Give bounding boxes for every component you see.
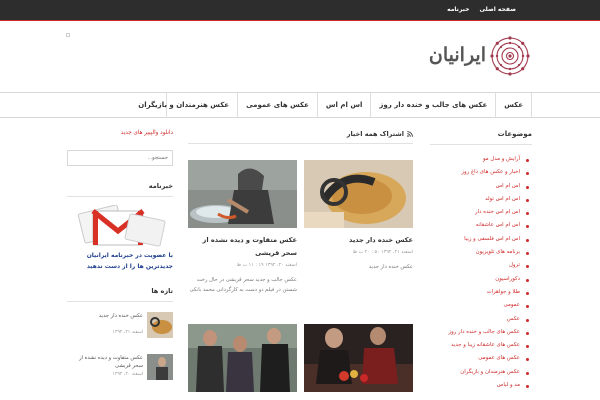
bullet-icon — [526, 279, 529, 282]
post-excerpt: عکس جالب و جدید سحر قریشی در حال رخت شستن در فیلم دو دست به کارگردانی محمد بانکی — [189, 277, 297, 293]
post-title[interactable]: عکس خنده دار جدید — [349, 236, 413, 244]
top-link-newsletter[interactable]: خبرنامه — [447, 6, 470, 13]
nav-item-photo[interactable]: عکس — [495, 93, 531, 118]
nav-item-artists-photos[interactable]: عکس هنرمندان و بازیگران — [138, 101, 230, 109]
category-item[interactable] — [430, 286, 532, 299]
category-label: عمومی — [503, 302, 520, 309]
post-excerpt: عکس خنده دار جدید — [368, 264, 413, 270]
bullet-icon — [526, 212, 529, 215]
newsletter-banner-line1: با عضویت در خبرنامه ایرانیان — [86, 252, 173, 259]
categories-list — [430, 153, 532, 392]
feed-title-wrap[interactable] — [347, 130, 413, 138]
category-item[interactable] — [430, 299, 532, 312]
recent-item-title: عکس خنده دار جدید — [98, 313, 143, 319]
bullet-icon — [526, 292, 529, 295]
site-logo[interactable] — [420, 36, 530, 76]
categories-title: موضوعات — [430, 130, 532, 145]
category-item[interactable] — [430, 153, 532, 166]
nav-item-funny-photos[interactable]: عکس های جالب و خنده دار روز — [370, 93, 495, 118]
category-label: عکس — [506, 315, 520, 322]
category-label: اخبار و عکس های داغ روز — [461, 169, 520, 176]
feed-title: اشتراک همه اخبار — [346, 130, 404, 138]
category-label: دکوراسیون — [495, 275, 520, 282]
recent-item[interactable] — [67, 312, 173, 344]
category-item[interactable] — [430, 339, 532, 352]
bullet-icon — [526, 239, 529, 242]
bullet-icon — [526, 358, 529, 361]
bullet-icon — [526, 265, 529, 268]
category-item[interactable] — [430, 366, 532, 379]
category-label: اس ام اس تولد — [485, 195, 520, 202]
category-label: عکس های عاشقانه زیبا و جدید — [451, 342, 520, 349]
recent-thumb — [147, 354, 173, 380]
category-label: عکس های جالب و خنده دار روز — [448, 328, 520, 335]
post-image[interactable] — [188, 324, 297, 392]
category-item[interactable] — [430, 180, 532, 193]
category-label: اس ام اس خنده دار — [475, 209, 520, 216]
main-nav — [0, 92, 600, 118]
recent-thumb — [147, 312, 173, 338]
nav-item-sms[interactable]: اس ام اس — [317, 93, 371, 118]
category-item[interactable] — [430, 246, 532, 259]
nav-item-general-photos[interactable]: عکس های عمومی — [237, 93, 317, 118]
rss-icon — [407, 131, 413, 137]
category-label: آرایش و مدل مو — [482, 156, 520, 162]
category-label: برنامه های تلویزیون — [475, 249, 520, 256]
top-bar — [0, 0, 600, 20]
newsletter-title: خبرنامه — [67, 182, 173, 197]
post-title[interactable]: عکس متفاوت و دیده نشده از سحر قریشی — [202, 236, 297, 257]
left-sidebar — [67, 130, 173, 386]
category-item[interactable] — [430, 259, 532, 272]
category-label: عکس های عمومی — [478, 355, 520, 362]
recent-item-date: اسفند ۲۱، ۱۳۹۲ — [112, 330, 143, 335]
main-nav-list — [138, 93, 532, 118]
post-card — [304, 324, 413, 392]
post-image-art — [188, 324, 297, 392]
category-label: اس ام اس عاشقانه — [475, 222, 520, 229]
bullet-icon — [526, 332, 529, 335]
post-image[interactable] — [304, 160, 413, 228]
category-item[interactable] — [430, 166, 532, 179]
categories-widget — [430, 130, 532, 392]
bullet-icon — [526, 372, 529, 375]
category-item[interactable] — [430, 326, 532, 339]
post-image[interactable] — [304, 324, 413, 392]
category-label: اس ام اس فلسفی و زیبا — [464, 235, 520, 242]
bullet-icon — [526, 225, 529, 228]
category-item[interactable] — [430, 193, 532, 206]
post-image-art — [188, 160, 297, 228]
post-card — [188, 324, 297, 392]
bullet-icon — [526, 172, 529, 175]
site-header — [0, 21, 600, 93]
recent-title: تازه ها — [67, 287, 173, 302]
recent-item[interactable] — [67, 354, 173, 386]
category-item[interactable] — [430, 273, 532, 286]
category-item[interactable] — [430, 379, 532, 392]
feed-header — [188, 130, 413, 144]
logo-text: ایرانیان — [428, 44, 486, 66]
category-label: مد و لباس — [496, 382, 520, 389]
bullet-icon — [526, 186, 529, 189]
recent-item-date: اسفند ۲۰، ۱۳۹۲ — [112, 372, 143, 377]
category-label: عکس هنرمندان و بازیگران — [460, 368, 520, 375]
bullet-icon — [526, 252, 529, 255]
post-date: اسفند ۲۱، ۱۳۹۲ ۵۰ : ۲۰ ب ظ — [352, 250, 413, 255]
category-label: اس ام اس — [495, 182, 520, 189]
bullet-icon — [526, 199, 529, 202]
post-image[interactable] — [188, 160, 297, 228]
category-item[interactable] — [430, 219, 532, 232]
bullet-icon — [526, 385, 529, 388]
post-card — [304, 160, 413, 272]
newsletter-banner[interactable] — [67, 205, 173, 273]
bullet-icon — [526, 345, 529, 348]
gmail-icon — [67, 205, 173, 251]
category-label: ترول — [509, 262, 520, 269]
post-image-art — [304, 324, 413, 392]
category-item[interactable] — [430, 206, 532, 219]
search-input[interactable] — [67, 150, 173, 166]
category-label: طلا و جواهرات — [486, 288, 520, 295]
ad-placeholder — [66, 33, 70, 37]
category-item[interactable] — [430, 352, 532, 365]
post-image-art — [304, 160, 413, 228]
newsletter-banner-line2: جدیدترین ها را از دست ندهید — [86, 263, 173, 270]
download-wallpapers-link[interactable]: دانلود والپیپر های جدید — [120, 130, 173, 136]
bullet-icon — [526, 305, 529, 308]
logo-emblem-icon — [490, 36, 530, 76]
bullet-icon — [526, 319, 529, 322]
post-card — [188, 160, 297, 295]
category-item[interactable] — [430, 233, 532, 246]
recent-item-title: عکس متفاوت و دیده نشده از سحر قریشی — [79, 355, 143, 369]
bullet-icon — [526, 159, 529, 162]
top-link-home[interactable]: صفحه اصلی — [479, 6, 516, 13]
category-item[interactable] — [430, 313, 532, 326]
top-links — [447, 6, 516, 13]
post-date: اسفند ۲۰، ۱۳۹۲ ۱۹ : ۱۱ ب ظ — [236, 263, 297, 268]
